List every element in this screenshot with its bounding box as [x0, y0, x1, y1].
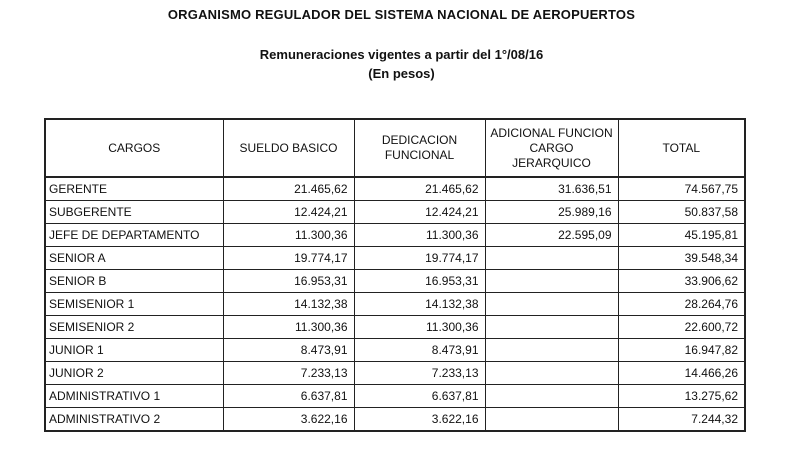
- cargo-cell: JUNIOR 2: [45, 362, 223, 385]
- document-subtitle: Remuneraciones vigentes a partir del 1°/08/16: [259, 47, 544, 62]
- dedicacion-funcional-cell: 7.233,13: [354, 362, 485, 385]
- total-cell: 33.906,62: [618, 270, 745, 293]
- table-row: [45, 339, 745, 362]
- adicional-cell: [485, 247, 618, 270]
- sueldo-basico-cell: 12.424,21: [223, 201, 354, 224]
- sueldo-basico-cell: 11.300,36: [223, 224, 354, 247]
- salary-table: [44, 118, 746, 432]
- total-cell: 13.275,62: [618, 385, 745, 408]
- total-cell: 74.567,75: [618, 177, 745, 201]
- sueldo-basico-cell: 19.774,17: [223, 247, 354, 270]
- dedicacion-funcional-cell: 8.473,91: [354, 339, 485, 362]
- sueldo-basico-cell: 11.300,36: [223, 316, 354, 339]
- adicional-cell: [485, 270, 618, 293]
- dedicacion-funcional-cell: 21.465,62: [354, 177, 485, 201]
- cargo-cell: SENIOR A: [45, 247, 223, 270]
- table-row: [45, 293, 745, 316]
- total-cell: 7.244,32: [618, 408, 745, 432]
- table-row: [45, 316, 745, 339]
- dedicacion-funcional-cell: 14.132,38: [354, 293, 485, 316]
- cargo-cell: SEMISENIOR 1: [45, 293, 223, 316]
- sueldo-basico-cell: 7.233,13: [223, 362, 354, 385]
- adicional-cell: [485, 362, 618, 385]
- table-row: [45, 177, 745, 201]
- dedicacion-funcional-cell: 6.637,81: [354, 385, 485, 408]
- dedicacion-funcional-cell: 19.774,17: [354, 247, 485, 270]
- total-cell: 45.195,81: [618, 224, 745, 247]
- adicional-cell: [485, 385, 618, 408]
- adicional-cell: [485, 339, 618, 362]
- cargo-cell: GERENTE: [45, 177, 223, 201]
- adicional-cell: [485, 293, 618, 316]
- dedicacion-funcional-cell: 12.424,21: [354, 201, 485, 224]
- cargo-cell: SEMISENIOR 2: [45, 316, 223, 339]
- cargo-cell: SENIOR B: [45, 270, 223, 293]
- cargo-cell: ADMINISTRATIVO 1: [45, 385, 223, 408]
- header-dedicacion-funcional: DEDICACION FUNCIONAL: [354, 119, 485, 177]
- table-row: [45, 362, 745, 385]
- dedicacion-funcional-cell: 3.622,16: [354, 408, 485, 432]
- table-body: [45, 177, 745, 431]
- sueldo-basico-cell: 16.953,31: [223, 270, 354, 293]
- sueldo-basico-cell: 6.637,81: [223, 385, 354, 408]
- table-row: [45, 270, 745, 293]
- units-note: (En pesos): [368, 66, 435, 81]
- sueldo-basico-cell: 14.132,38: [223, 293, 354, 316]
- header-total: TOTAL: [618, 119, 745, 177]
- sueldo-basico-cell: 3.622,16: [223, 408, 354, 432]
- adicional-cell: 22.595,09: [485, 224, 618, 247]
- header-cargos: CARGOS: [45, 119, 223, 177]
- header-adicional-funcion-cargo: ADICIONAL FUNCION CARGO JERARQUICO: [485, 119, 618, 177]
- dedicacion-funcional-cell: 11.300,36: [354, 224, 485, 247]
- adicional-cell: 25.989,16: [485, 201, 618, 224]
- total-cell: 28.264,76: [618, 293, 745, 316]
- adicional-cell: [485, 316, 618, 339]
- table-row: [45, 201, 745, 224]
- cargo-cell: JEFE DE DEPARTAMENTO: [45, 224, 223, 247]
- total-cell: 50.837,58: [618, 201, 745, 224]
- sueldo-basico-cell: 21.465,62: [223, 177, 354, 201]
- header-sueldo-basico: SUELDO BASICO: [223, 119, 354, 177]
- sueldo-basico-cell: 8.473,91: [223, 339, 354, 362]
- table-row: [45, 224, 745, 247]
- total-cell: 14.466,26: [618, 362, 745, 385]
- table-header-row: [45, 119, 745, 177]
- total-cell: 16.947,82: [618, 339, 745, 362]
- total-cell: 22.600,72: [618, 316, 745, 339]
- adicional-cell: 31.636,51: [485, 177, 618, 201]
- table-row: [45, 385, 745, 408]
- dedicacion-funcional-cell: 11.300,36: [354, 316, 485, 339]
- table-row: [45, 247, 745, 270]
- adicional-cell: [485, 408, 618, 432]
- cargo-cell: ADMINISTRATIVO 2: [45, 408, 223, 432]
- total-cell: 39.548,34: [618, 247, 745, 270]
- document-title: ORGANISMO REGULADOR DEL SISTEMA NACIONAL DE AEROPUERTOS: [167, 7, 636, 22]
- cargo-cell: JUNIOR 1: [45, 339, 223, 362]
- cargo-cell: SUBGERENTE: [45, 201, 223, 224]
- table-row: [45, 408, 745, 432]
- dedicacion-funcional-cell: 16.953,31: [354, 270, 485, 293]
